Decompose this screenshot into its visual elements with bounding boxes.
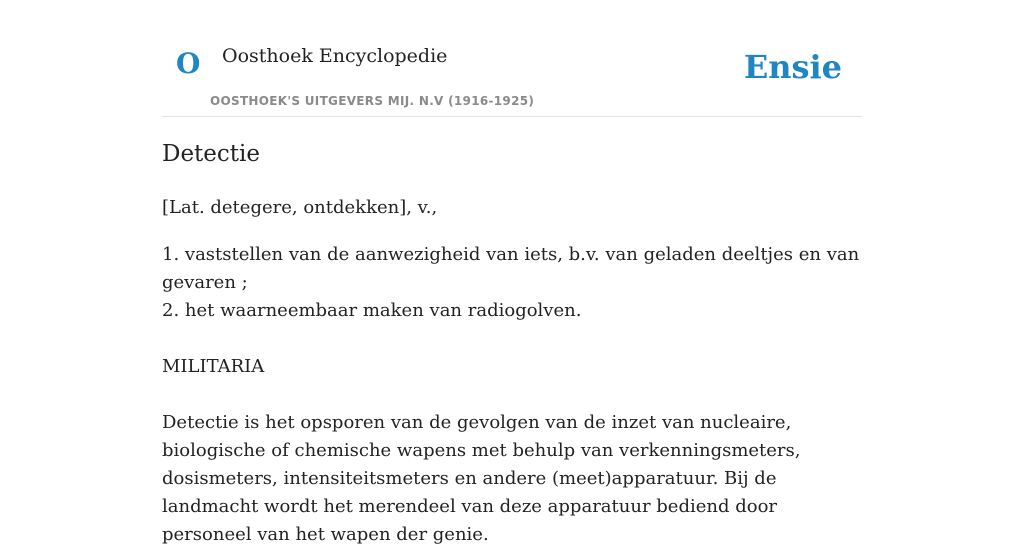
definition-list (162, 241, 867, 325)
etymology: [Lat. detegere, ontdekken], v., (162, 197, 438, 218)
book-title[interactable]: Oosthoek Encyclopedie (222, 45, 448, 67)
section-heading: MILITARIA (162, 356, 265, 377)
definition-item: 2. het waarneembaar maken van radiogolven. (162, 300, 582, 321)
site-header (162, 0, 862, 117)
brand-logo-link[interactable]: Ensie (743, 48, 842, 86)
article-body: Detectie is het opsporen van de gevolgen van de inzet van nucleaire, biologische of chemische wapens met behulp van verkenningsmeters, dosismeters, intensiteitsmeters en andere (meet)apparatuur. Bij de landmacht wordt het merendeel van deze apparatuur bediend door personeel van het wapen der genie. (162, 412, 801, 545)
definition-item: 1. vaststellen van de aanwezigheid van iets, b.v. van geladen deeltjes en van gevaren ; (162, 244, 860, 293)
publisher-label: OOSTHOEK'S UITGEVERS MIJ. N.V (1916-1925) (210, 94, 535, 108)
logo-icon[interactable]: O (176, 47, 201, 80)
page-title: Detectie (162, 141, 260, 167)
article (162, 138, 867, 549)
